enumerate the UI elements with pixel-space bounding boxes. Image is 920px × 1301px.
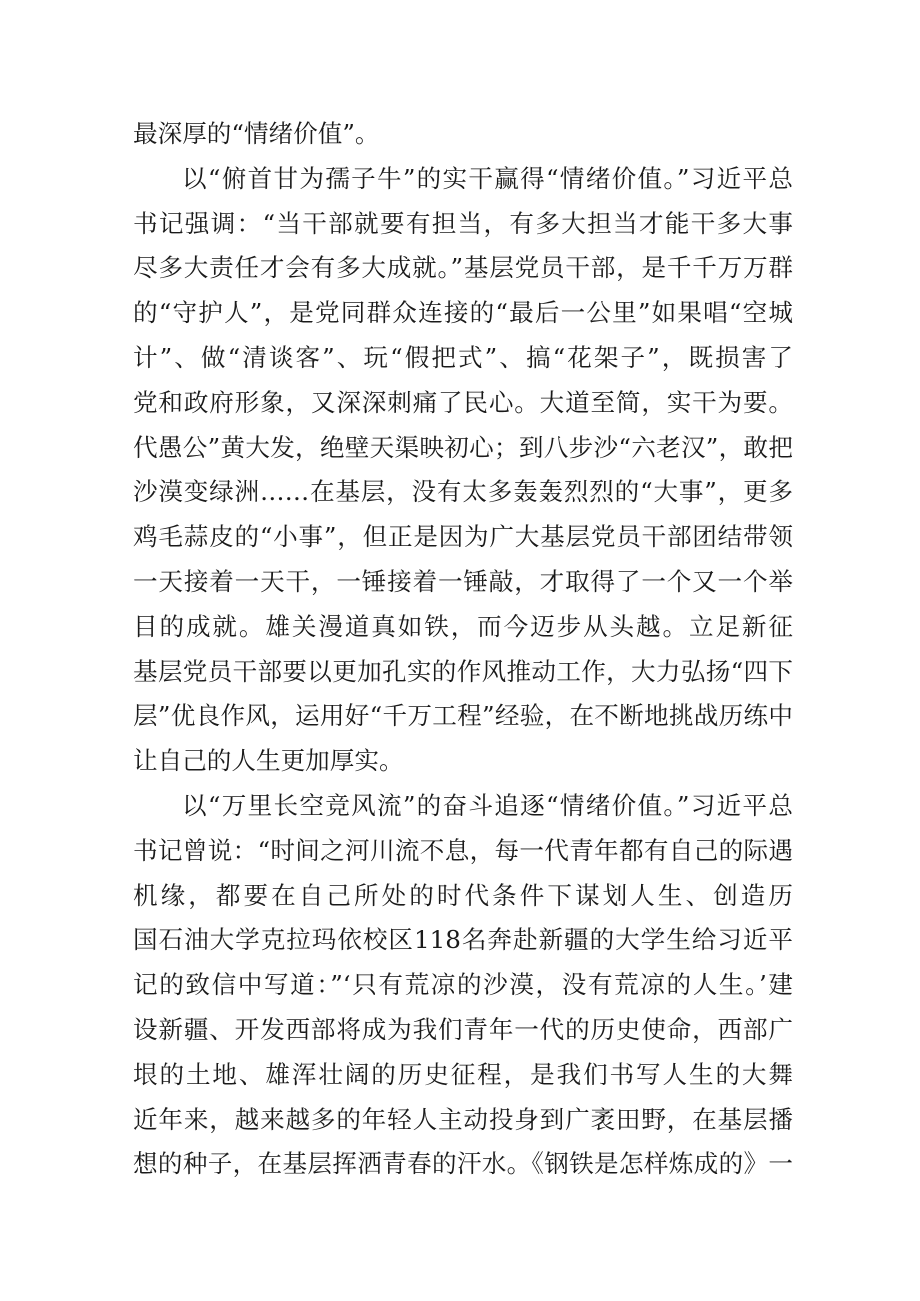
text-line: 一天接着一天干，一锤接着一锤敲，才取得了一个又一个举 <box>133 566 793 596</box>
text-line: 层”优良作风，运用好“千万工程”经验，在不断地挑战历练中 <box>133 701 793 731</box>
text-line: 鸡毛蒜皮的“小事”，但正是因为广大基层党员干部团结带领 <box>133 522 793 552</box>
text-line: 尽多大责任才会有多大成就。”基层党员干部，是千千万万群 <box>133 253 793 283</box>
text-line: 记的致信中写道：”‘只有荒凉的沙漠，没有荒凉的人生。’建 <box>133 970 793 1000</box>
text-line: 近年来，越来越多的年轻人主动投身到广袤田野，在基层播 <box>133 1104 793 1134</box>
text-line: 沙漠变绿洲……在基层，没有太多轰轰烈烈的“大事”，更多 <box>133 477 793 507</box>
text-line: 目的成就。雄关漫道真如铁，而今迈步从头越。立足新征 <box>133 611 793 641</box>
text-line: 书记强调：“当干部就要有担当，有多大担当才能干多大事 <box>133 208 793 238</box>
text-line: 设新疆、开发西部将成为我们青年一代的历史使命，西部广 <box>133 1014 793 1044</box>
text-line: 基层党员干部要以更加孔实的作风推动工作，大力弘扬“四下 <box>133 656 793 686</box>
text-line: 计”、做“清谈客”、玩“假把式”、搞“花架子”，既损害了 <box>133 342 793 372</box>
paragraph-first-line: 以“俯首甘为孺子牛”的实干赢得“情绪价值。”习近平总 <box>182 163 793 193</box>
text-line: 最深厚的“情绪价值”。 <box>133 119 380 148</box>
text-line: 机缘，都要在自己所处的时代条件下谋划人生、创造历 <box>133 880 793 910</box>
paragraph-first-line: 以“万里长空竞风流”的奋斗追逐“情绪价值。”习近平总 <box>182 790 793 820</box>
text-line: 想的种子，在基层挥洒青春的汗水。《钢铁是怎样炼成的》一 <box>133 1149 793 1179</box>
body-text <box>133 112 793 1187</box>
text-line: 代愚公”黄大发，绝壁天渠映初心；到八步沙“六老汉”，敢把 <box>133 432 793 462</box>
text-line: 国石油大学克拉玛依校区118名奔赴新疆的大学生给习近平 <box>133 925 793 955</box>
paragraph-last-line: 让自己的人生更加厚实。 <box>133 746 404 776</box>
text-line: 党和政府形象，又深深刺痛了民心。大道至简，实干为要。 <box>133 387 793 417</box>
text-line: 书记曾说：“时间之河川流不息，每一代青年都有自己的际遇 <box>133 835 793 865</box>
text-line: 垠的土地、雄浑壮阔的历史征程，是我们书写人生的大舞 <box>133 1059 793 1089</box>
text-line: 的“守护人”，是党同群众连接的“最后一公里”如果唱“空城 <box>133 298 793 328</box>
